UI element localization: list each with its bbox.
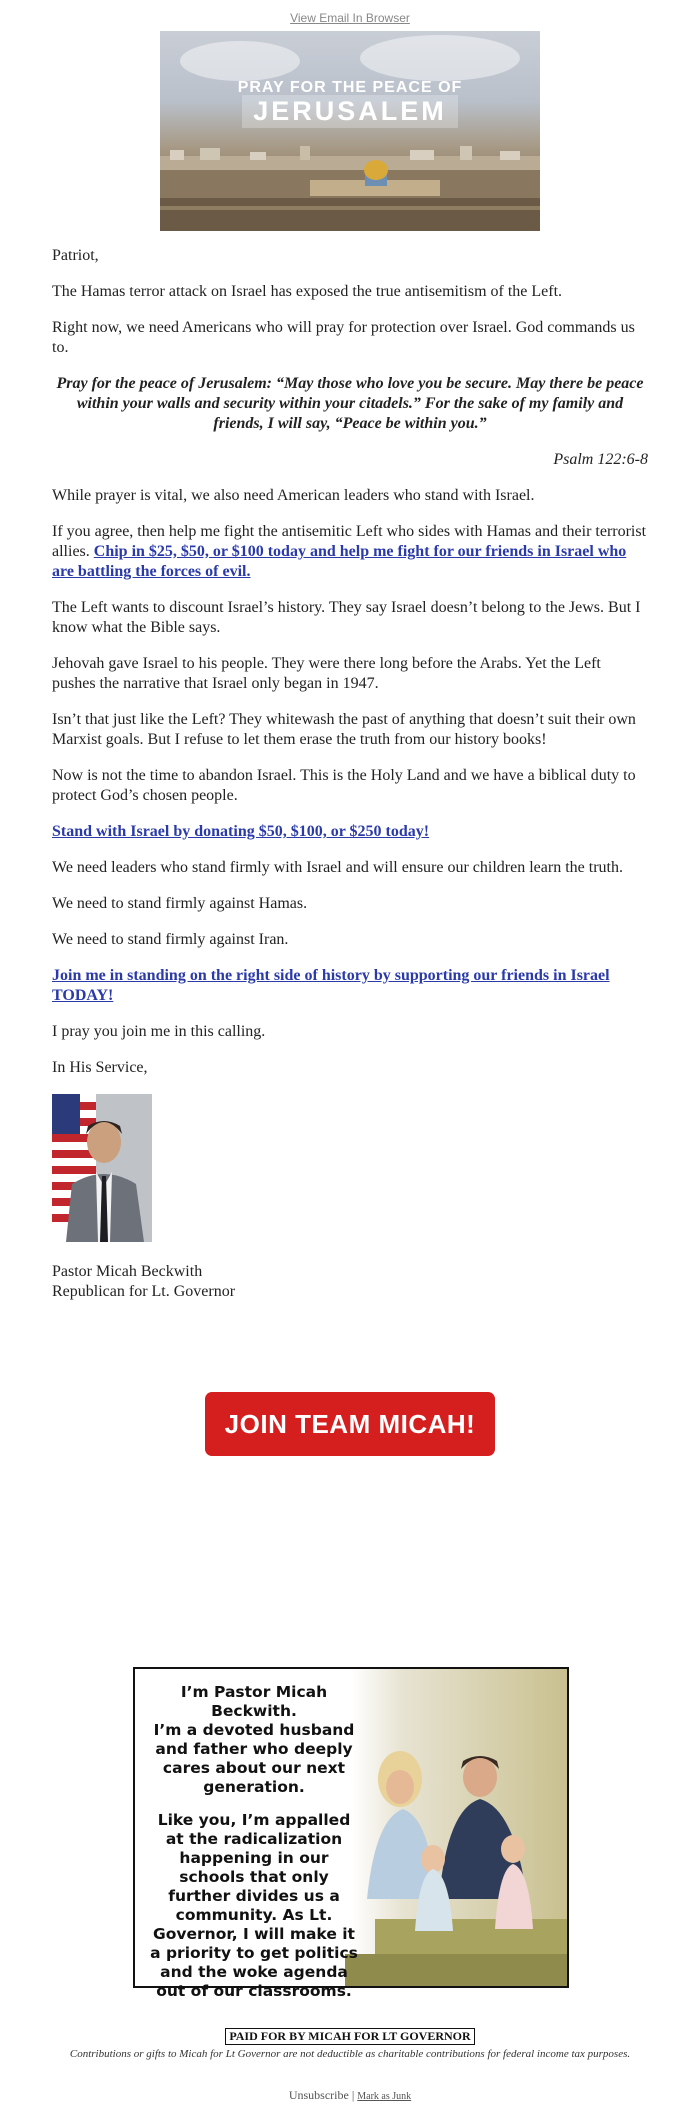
body-paragraph: Isn’t that just like the Left? They whitewash the past of anything that doesn’t suit their own Marxist goals. But I refuse to let them erase the truth from our history books! xyxy=(52,711,636,748)
closing: In His Service, xyxy=(52,1059,148,1076)
promo-line: Like you, I’m appalled at the radicalization happening in our schools that only further divides us a community. As Lt. Governor, I will make it a priority to get politics and the woke agenda out of our classrooms. xyxy=(150,1811,358,2000)
paid-for-box: PAID FOR BY MICAH FOR LT GOVERNOR xyxy=(225,2028,474,2045)
donate-link-25-50-100[interactable]: Chip in $25, $50, or $100 today and help me fight for our friends in Israel who are battling the forces of evil. xyxy=(52,543,627,580)
footer-separator: | xyxy=(351,2088,355,2102)
signature-name: Pastor Micah Beckwith xyxy=(52,1263,203,1280)
body-paragraph: I pray you join me in this calling. xyxy=(52,1023,266,1040)
promo-line: I’m Pastor Micah Beckwith. xyxy=(180,1683,328,1720)
body-paragraph: The Hamas terror attack on Israel has exposed the true antisemitism of the Left. xyxy=(52,283,563,300)
hero-banner-image xyxy=(160,31,540,231)
support-israel-link[interactable]: Join me in standing on the right side of history by supporting our friends in Israel TODAY! xyxy=(52,967,610,1004)
link-paragraph xyxy=(52,966,648,1006)
view-in-browser-link[interactable]: View Email In Browser xyxy=(290,11,410,25)
body-paragraph: Now is not the time to abandon Israel. This is the Holy Land and we have a biblical duty to protect God’s chosen people. xyxy=(52,767,636,804)
mark-as-junk-link[interactable]: Mark as Junk xyxy=(357,2091,412,2102)
body-paragraph: We need leaders who stand firmly with Israel and will ensure our children learn the truth. xyxy=(52,859,623,876)
body-paragraph: Jehovah gave Israel to his people. They were there long before the Arabs. Yet the Left pushes the narrative that Israel only began in 1947. xyxy=(52,655,601,692)
tax-disclaimer: Contributions or gifts to Micah for Lt Governor are not deductible as charitable contributions for federal income tax purposes. xyxy=(69,2048,631,2060)
signature-block xyxy=(52,1262,648,1302)
unsubscribe-link[interactable]: Unsubscribe xyxy=(288,2088,349,2102)
jerusalem-skyline-graphic xyxy=(160,136,540,231)
cloud-shape xyxy=(180,41,300,81)
donate-link-50-100-250[interactable]: Stand with Israel by donating $50, $100, or $250 today! xyxy=(52,823,430,840)
promo-text-block xyxy=(149,1683,359,2001)
hero-title-line1: PRAY FOR THE PEACE OF xyxy=(237,79,463,96)
verse-reference: Psalm 122:6-8 xyxy=(553,451,648,468)
spacer xyxy=(149,1797,359,1811)
body-paragraph: We need to stand firmly against Iran. xyxy=(52,931,289,948)
signature-photo xyxy=(52,1094,152,1242)
body-paragraph: The Left wants to discount Israel’s history. They say Israel doesn’t belong to the Jews. But I know what the Bible says. xyxy=(52,599,641,636)
paid-for-disclaimer xyxy=(0,2027,700,2045)
hero-title-line2: JERUSALEM xyxy=(242,95,458,128)
join-team-button[interactable]: JOIN TEAM MICAH! xyxy=(205,1392,495,1456)
portrait-graphic xyxy=(52,1094,152,1242)
body-paragraph: We need to stand firmly against Hamas. xyxy=(52,895,308,912)
greeting: Patriot, xyxy=(52,247,99,264)
body-paragraph-with-link xyxy=(52,522,648,582)
body-text: If you agree, then help me fight the antisemitic Left who sides with Hamas and their terrorist allies. xyxy=(52,523,647,560)
email-body xyxy=(52,246,648,1302)
footer-links xyxy=(0,2088,700,2103)
bible-verse: Pray for the peace of Jerusalem: “May those who love you be secure. May there be peace within your walls and security within your citadels.” For the sake of my family and friends, I will say, “Peace be within you.” xyxy=(56,375,644,432)
cloud-shape xyxy=(360,35,520,81)
promo-line: I’m a devoted husband and father who deeply cares about our next generation. xyxy=(153,1721,355,1796)
body-paragraph: While prayer is vital, we also need American leaders who stand with Israel. xyxy=(52,487,535,504)
body-paragraph: Right now, we need Americans who will pray for protection over Israel. God commands us to. xyxy=(52,319,635,356)
signature-title: Republican for Lt. Governor xyxy=(52,1283,236,1300)
promo-image[interactable] xyxy=(133,1667,569,2000)
link-paragraph xyxy=(52,822,648,842)
